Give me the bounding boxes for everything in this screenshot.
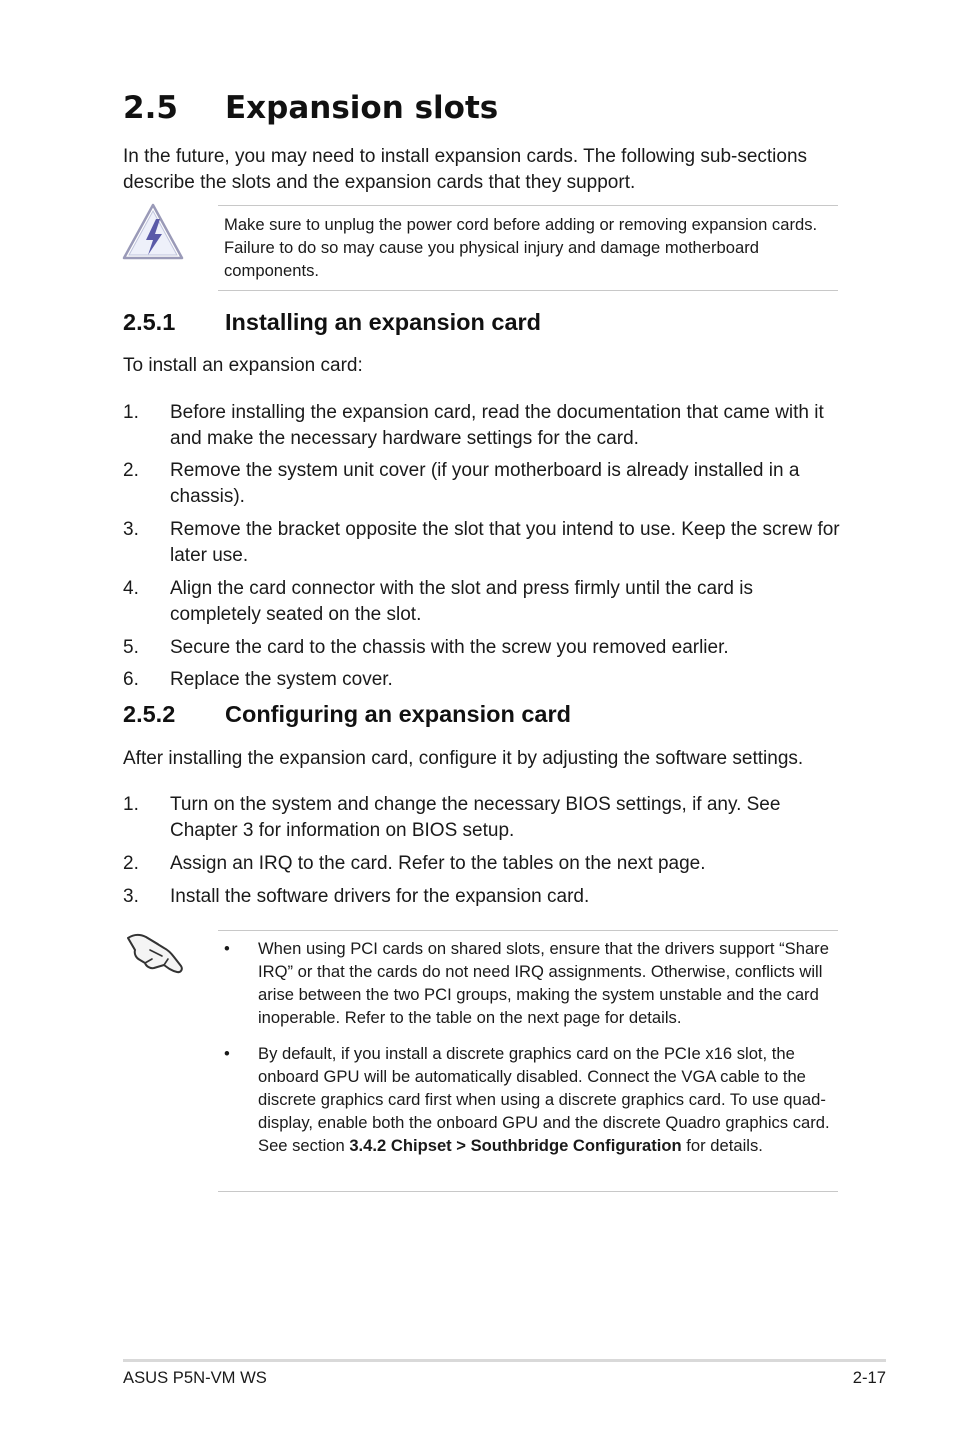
step-text: Before installing the expansion card, read the documentation that came with it and make the necessary hardware settings for the card.: [170, 402, 824, 449]
step-text: Install the software drivers for the expansion card.: [170, 886, 590, 907]
bullet-marker: •: [224, 939, 230, 958]
note-bullet-text: By default, if you install a discrete graphics card on the PCIe x16 slot, the onboard GPU will be automatically disabled. Connect the VGA cable to the discrete graphics card first when using a discrete graphics card. To use quad-display, enable both the onboard GPU and the discrete Quadro graphics card. See section: [258, 1044, 830, 1155]
step-text: Assign an IRQ to the card. Refer to the tables on the next page.: [170, 853, 706, 874]
subsection-heading-2-5-1: [123, 309, 541, 336]
footer-divider: [123, 1359, 886, 1362]
warning-lightning-icon: [122, 203, 184, 261]
note-box: [218, 930, 838, 1192]
subsection-title: Configuring an expansion card: [225, 701, 572, 727]
install-step: [123, 458, 843, 510]
footer-page-number: 2-17: [852, 1368, 886, 1387]
subsection-number: 2.5.1: [123, 309, 176, 335]
step-number: 1.: [123, 402, 139, 423]
step-text: Turn on the system and change the necessary BIOS settings, if any. See Chapter 3 for information on BIOS setup.: [170, 794, 781, 841]
step-text: Secure the card to the chassis with the screw you removed earlier.: [170, 637, 729, 658]
step-number: 4.: [123, 578, 139, 599]
configure-step: [123, 792, 843, 844]
step-text: Replace the system cover.: [170, 669, 393, 690]
note-bullet-text-end: for details.: [681, 1136, 763, 1155]
step-number: 2.: [123, 853, 139, 874]
step-number: 5.: [123, 637, 139, 658]
section-number: 2.5: [123, 90, 178, 126]
section-title: Expansion slots: [225, 90, 499, 126]
step-text: Remove the system unit cover (if your motherboard is already installed in a chassis).: [170, 460, 800, 507]
note-hand-icon: [124, 928, 186, 976]
install-step: [123, 517, 843, 569]
step-number: 1.: [123, 794, 139, 815]
warning-box: [218, 205, 838, 291]
step-number: 3.: [123, 519, 139, 540]
configure-lead: After installing the expansion card, configure it by adjusting the software settings.: [123, 748, 804, 769]
note-bullet-item: [218, 937, 838, 1029]
step-number: 3.: [123, 886, 139, 907]
install-step: [123, 635, 843, 661]
configure-step: [123, 884, 843, 910]
subsection-number: 2.5.2: [123, 701, 176, 727]
subsection-heading-2-5-2: [123, 701, 571, 728]
install-step: [123, 400, 843, 452]
step-number: 6.: [123, 669, 139, 690]
intro-paragraph: In the future, you may need to install expansion cards. The following sub-sections describe the slots and the expansion cards that they support.: [123, 146, 808, 193]
warning-text: Make sure to unplug the power cord before adding or removing expansion cards. Failure to do so may cause you physical injury and damage motherboard components.: [224, 215, 818, 280]
step-text: Align the card connector with the slot and press firmly until the card is completely seated on the slot.: [170, 578, 753, 625]
install-step: [123, 667, 843, 693]
install-step: [123, 576, 843, 628]
subsection-title: Installing an expansion card: [225, 309, 542, 335]
note-bullet-item: [218, 1042, 838, 1157]
step-text: Remove the bracket opposite the slot that you intend to use. Keep the screw for later use.: [170, 519, 840, 566]
section-heading: [123, 90, 498, 126]
install-lead: To install an expansion card:: [123, 355, 363, 376]
bullet-marker: •: [224, 1044, 230, 1063]
footer-product-name: ASUS P5N-VM WS: [123, 1368, 267, 1387]
note-bullet-text: When using PCI cards on shared slots, ensure that the drivers support “Share IRQ” or that the cards do not need IRQ assignments. Otherwise, conflicts will arise between the two PCI groups, making the system unstable and the card inoperable. Refer to the table on the next page for details.: [258, 939, 829, 1027]
step-number: 2.: [123, 460, 139, 481]
configure-step: [123, 851, 843, 877]
section-reference: 3.4.2 Chipset > Southbridge Configuration: [349, 1136, 682, 1155]
